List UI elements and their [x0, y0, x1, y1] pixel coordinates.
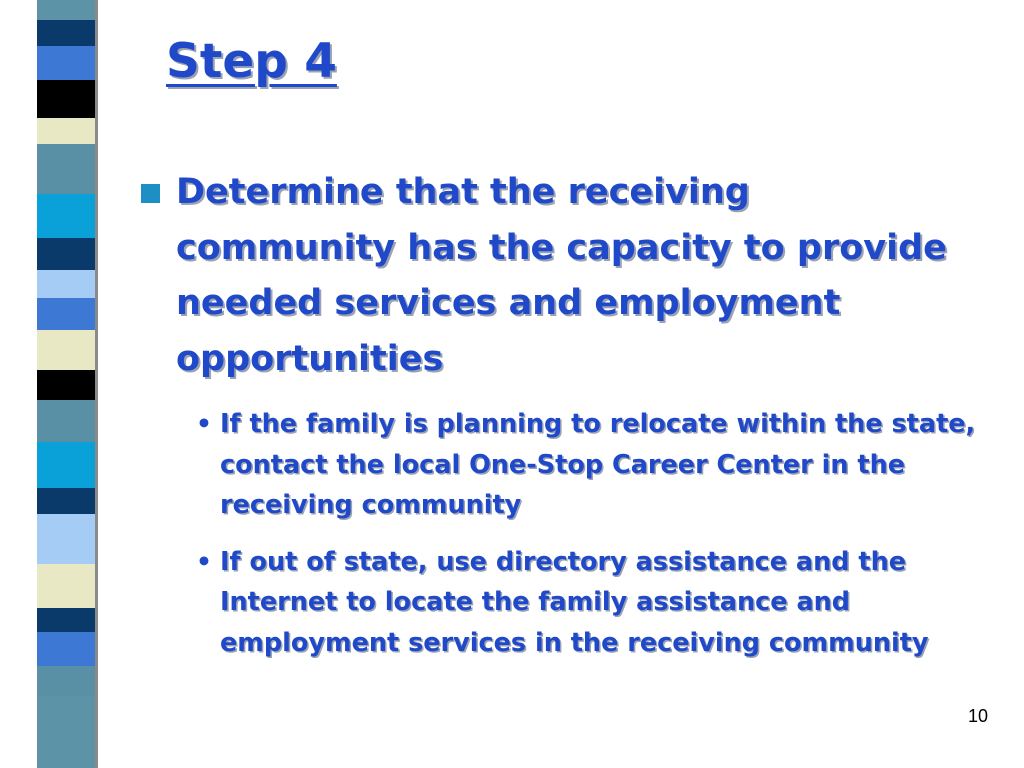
stripe-segment: [37, 442, 95, 488]
main-bullet: [141, 165, 971, 387]
page-number: 10: [967, 706, 988, 726]
stripe-segment: [37, 20, 95, 46]
stripe-segment: [37, 0, 95, 20]
stripe-segment: [37, 144, 95, 194]
dot-bullet-icon: •: [196, 409, 212, 438]
sub-bullet-text: If out of state, use directory assistance and the Internet to locate the family assistance and employment services in the receiving community: [220, 546, 929, 658]
slide-title: Step 4: [166, 34, 337, 89]
stripe-segment: [37, 238, 95, 270]
stripe-segment: [37, 608, 95, 632]
stripe-segment: [37, 514, 95, 564]
stripe-segment: [37, 270, 95, 298]
stripe-segment: [37, 632, 95, 666]
stripe-segment: [37, 370, 95, 400]
sub-bullet: [196, 404, 1006, 526]
stripe-segment: [37, 666, 95, 696]
sub-bullet: [196, 542, 1006, 664]
stripe-segment: [37, 118, 95, 144]
stripe-segment: [37, 46, 95, 80]
stripe-segment: [37, 564, 95, 608]
stripe-segment: [37, 194, 95, 238]
square-bullet-icon: [141, 184, 160, 203]
dot-bullet-icon: •: [196, 546, 212, 576]
stripe-segment: [37, 488, 95, 514]
decorative-stripe-bar: [37, 0, 95, 768]
sub-bullet-text: If the family is planning to relocate within the state, contact the local One-Stop Career Center in the receiving community: [220, 409, 976, 520]
stripe-segment: [37, 298, 95, 330]
stripe-segment: [37, 330, 95, 370]
stripe-segment: [37, 696, 95, 768]
main-bullet-text: Determine that the receiving community has the capacity to provide needed services and employment opportunities: [176, 172, 947, 379]
stripe-segment: [37, 80, 95, 118]
stripe-segment: [37, 400, 95, 442]
sub-bullet-list: [196, 404, 1006, 679]
